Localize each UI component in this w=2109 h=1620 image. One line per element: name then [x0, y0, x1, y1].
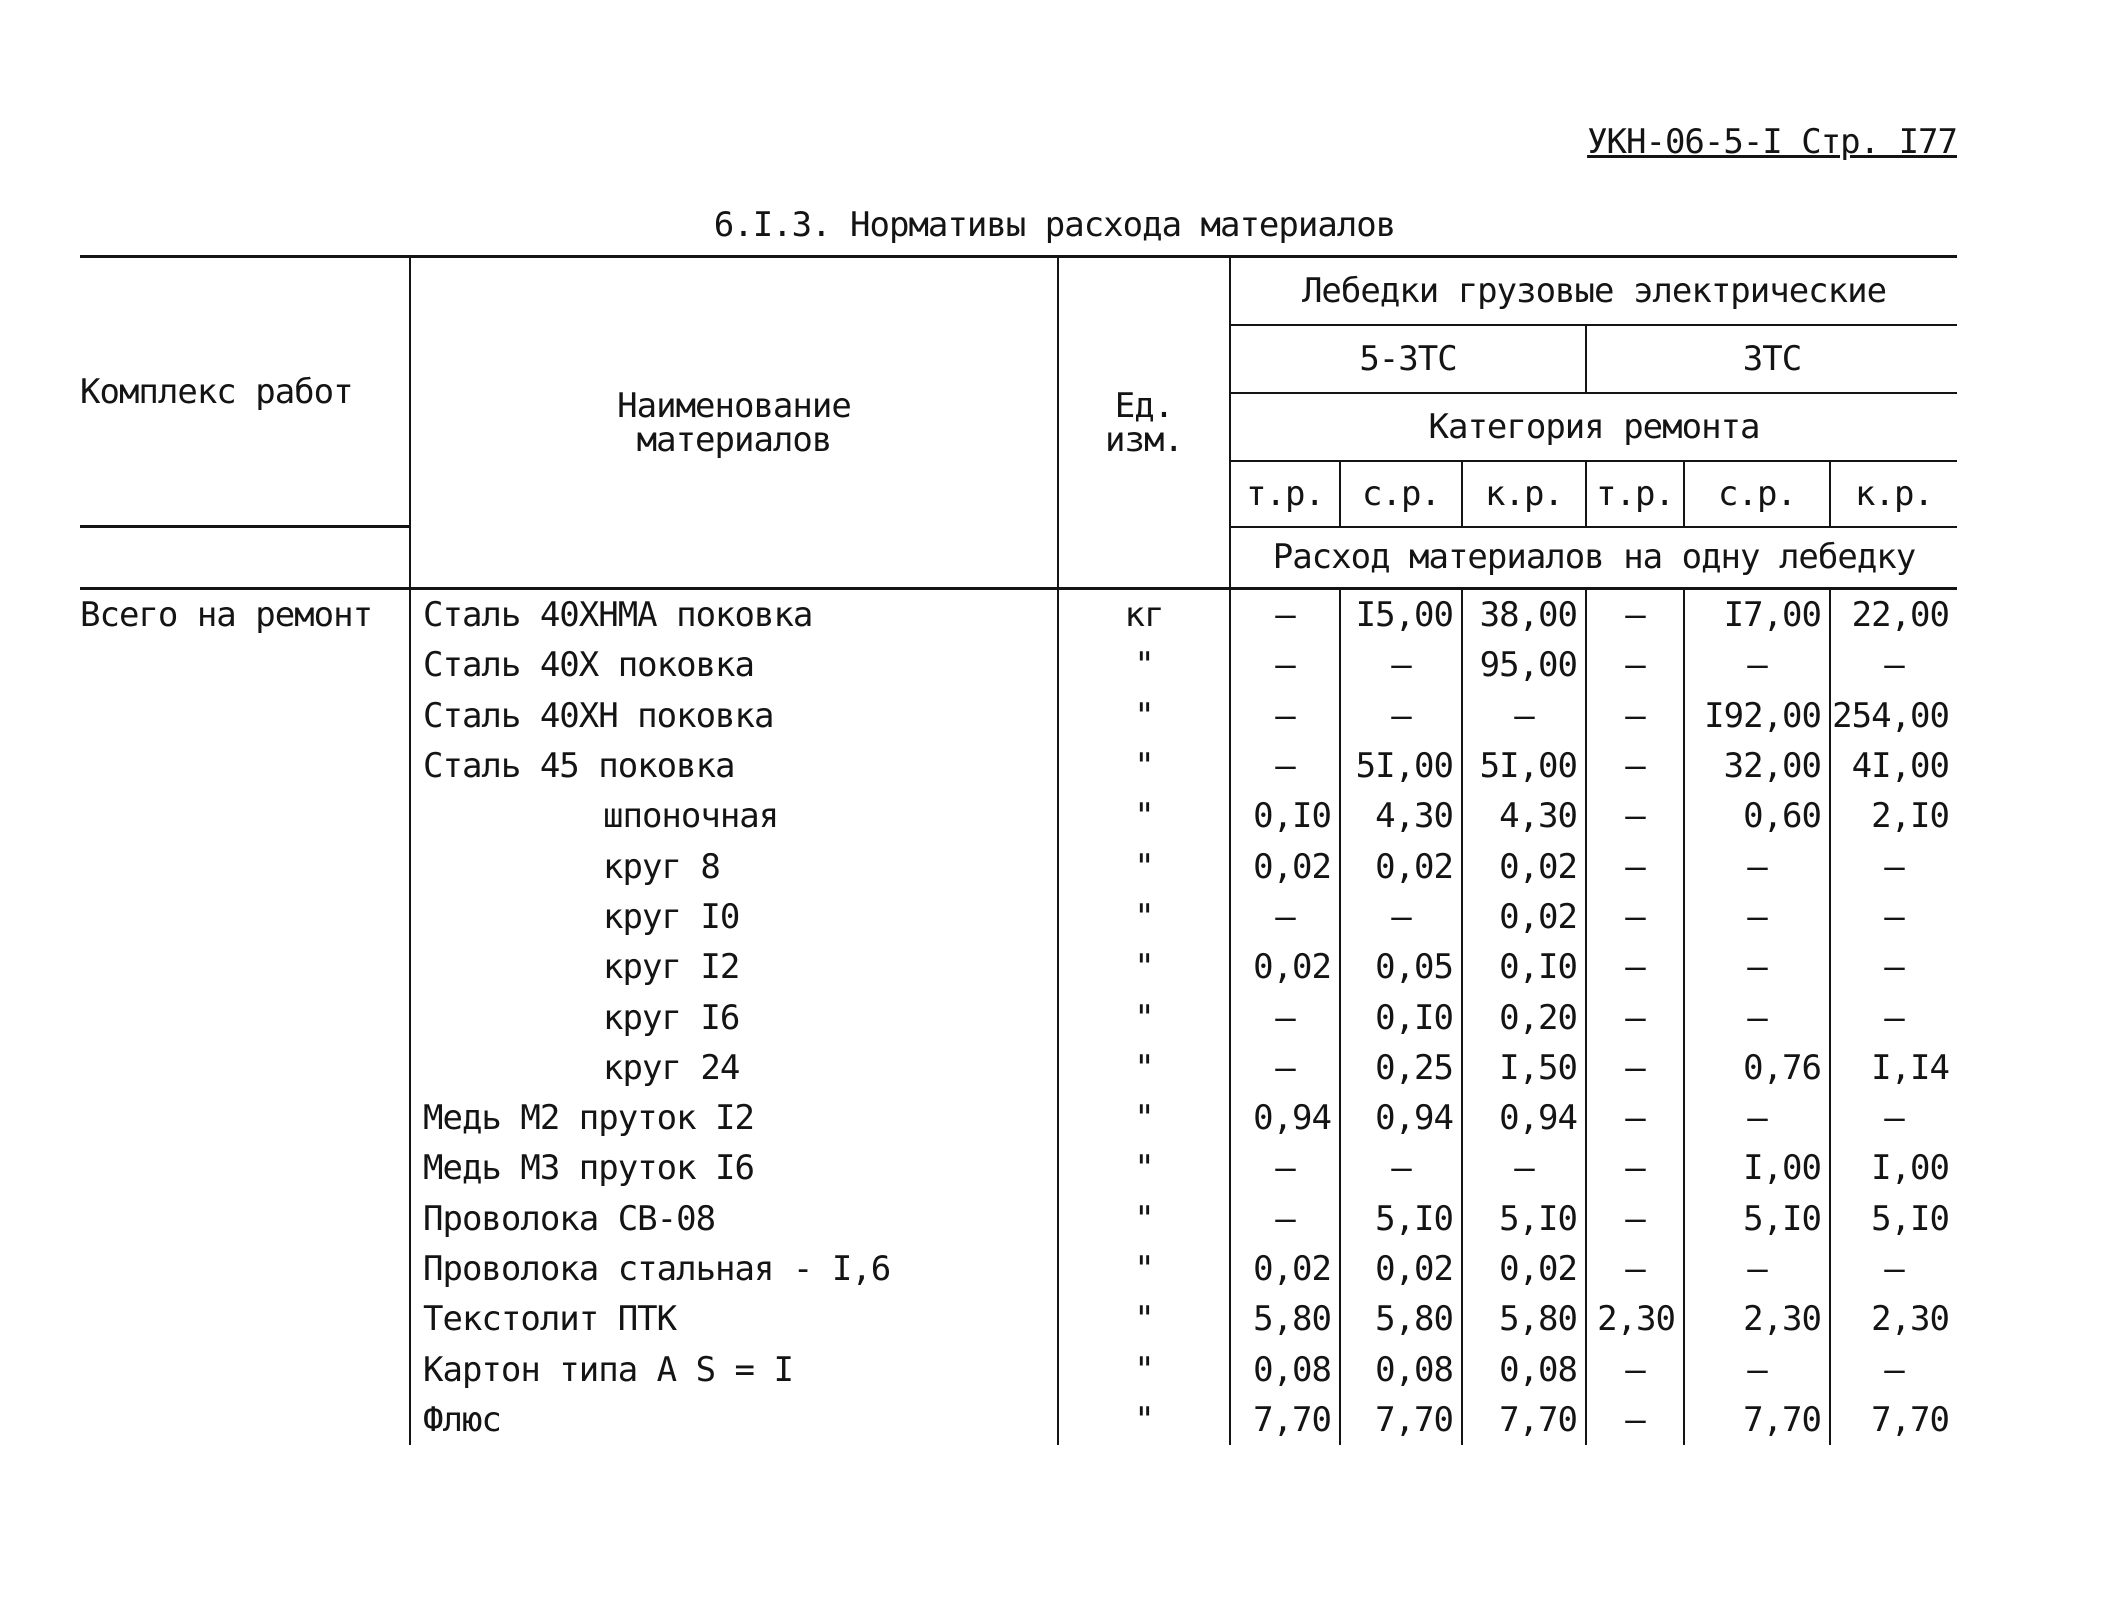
material-name-cell: Проволока стальная - I,6 [410, 1244, 1058, 1294]
unit-cell: " [1058, 1344, 1230, 1394]
column-header-unit-line1: Ед. [1114, 385, 1174, 426]
unit-cell: " [1058, 1043, 1230, 1093]
consumption-value-cell: 254,00 [1830, 691, 1957, 741]
consumption-value-cell: I5,00 [1340, 589, 1462, 641]
consumption-value-cell: – [1684, 942, 1830, 992]
consumption-value-cell: – [1586, 640, 1684, 690]
unit-cell: " [1058, 1244, 1230, 1294]
consumption-value-cell: 2,30 [1586, 1294, 1684, 1344]
consumption-value-cell: 0,94 [1462, 1093, 1586, 1143]
consumption-value-cell: – [1684, 841, 1830, 891]
work-complex-empty-cell [80, 942, 410, 992]
consumption-value-cell: – [1340, 892, 1462, 942]
consumption-value-cell: I92,00 [1684, 691, 1830, 741]
column-header-unit-line2: изм. [1105, 419, 1183, 460]
category-header: Категория ремонта [1230, 393, 1957, 461]
material-name-cell: Флюс [410, 1395, 1058, 1445]
consumption-value-cell: – [1830, 1244, 1957, 1294]
material-name-cell: круг 8 [410, 841, 1058, 891]
consumption-value-cell: – [1684, 992, 1830, 1042]
consumption-value-cell: 7,70 [1340, 1395, 1462, 1445]
consumption-value-cell: 0,02 [1462, 841, 1586, 891]
table-row [80, 1244, 1957, 1294]
consumption-value-cell: 0,02 [1462, 1244, 1586, 1294]
work-complex-empty-cell [80, 741, 410, 791]
consumption-value-cell: 5,I0 [1340, 1194, 1462, 1244]
consumption-value-cell: – [1684, 1093, 1830, 1143]
consumption-value-cell: – [1684, 640, 1830, 690]
table-row [80, 942, 1957, 992]
table-row [80, 992, 1957, 1042]
consumption-value-cell: 5,80 [1230, 1294, 1340, 1344]
consumption-value-cell: – [1830, 1344, 1957, 1394]
material-name-cell: круг I6 [410, 992, 1058, 1042]
consumption-value-cell: I,I4 [1830, 1043, 1957, 1093]
work-complex-empty-cell [80, 992, 410, 1042]
consumption-value-cell: 7,70 [1230, 1395, 1340, 1445]
consumption-value-cell: 4I,00 [1830, 741, 1957, 791]
table-row [80, 640, 1957, 690]
model-header-3ts: 3ТС [1586, 325, 1957, 393]
consumption-value-cell: – [1462, 691, 1586, 741]
unit-cell: " [1058, 1143, 1230, 1193]
consumption-header: Расход материалов на одну лебедку [1230, 527, 1957, 589]
consumption-value-cell: – [1230, 892, 1340, 942]
category-cell: т.р. [1230, 461, 1340, 527]
consumption-value-cell: 0,25 [1340, 1043, 1462, 1093]
work-complex-empty-cell [80, 1194, 410, 1244]
consumption-value-cell: 38,00 [1462, 589, 1586, 641]
unit-cell: " [1058, 942, 1230, 992]
consumption-value-cell: 0,02 [1340, 1244, 1462, 1294]
consumption-value-cell: – [1230, 992, 1340, 1042]
consumption-value-cell: – [1462, 1143, 1586, 1193]
work-complex-empty-cell [80, 691, 410, 741]
consumption-value-cell: 5,I0 [1684, 1194, 1830, 1244]
work-complex-empty-cell [80, 1043, 410, 1093]
material-name-cell: шпоночная [410, 791, 1058, 841]
consumption-value-cell: I,50 [1462, 1043, 1586, 1093]
work-complex-empty-cell [80, 1093, 410, 1143]
consumption-value-cell: 0,08 [1230, 1344, 1340, 1394]
material-name-cell: Сталь 40Х поковка [410, 640, 1058, 690]
consumption-value-cell: 0,02 [1230, 942, 1340, 992]
consumption-value-cell: 0,I0 [1340, 992, 1462, 1042]
consumption-value-cell: 22,00 [1830, 589, 1957, 641]
consumption-value-cell: 5I,00 [1462, 741, 1586, 791]
column-header-material [410, 257, 1058, 589]
consumption-value-cell: 0,76 [1684, 1043, 1830, 1093]
consumption-value-cell: 0,02 [1230, 1244, 1340, 1294]
unit-cell: " [1058, 892, 1230, 942]
consumption-value-cell: – [1586, 1093, 1684, 1143]
consumption-value-cell: 2,30 [1684, 1294, 1830, 1344]
consumption-value-cell: – [1830, 1093, 1957, 1143]
table-row [80, 1043, 1957, 1093]
material-name-cell: круг 24 [410, 1043, 1058, 1093]
model-header-5-3ts: 5-3ТС [1230, 325, 1586, 393]
consumption-value-cell: 0,94 [1340, 1093, 1462, 1143]
consumption-value-cell: 7,70 [1830, 1395, 1957, 1445]
unit-cell: кг [1058, 589, 1230, 641]
category-cell: к.р. [1462, 461, 1586, 527]
table-row [80, 1344, 1957, 1394]
materials-norms-table [80, 255, 1957, 1445]
consumption-value-cell: – [1586, 589, 1684, 641]
consumption-value-cell: – [1586, 1143, 1684, 1193]
material-name-cell: Сталь 45 поковка [410, 741, 1058, 791]
consumption-value-cell: – [1340, 1143, 1462, 1193]
unit-cell: " [1058, 992, 1230, 1042]
work-complex-empty-cell [80, 1294, 410, 1344]
consumption-value-cell: – [1586, 1194, 1684, 1244]
table-row [80, 791, 1957, 841]
consumption-value-cell: – [1230, 1143, 1340, 1193]
consumption-value-cell: – [1586, 1344, 1684, 1394]
table-row [80, 892, 1957, 942]
consumption-value-cell: – [1586, 1043, 1684, 1093]
work-complex-empty-cell [80, 841, 410, 891]
table-row [80, 1143, 1957, 1193]
consumption-value-cell: – [1230, 691, 1340, 741]
consumption-value-cell: 0,02 [1230, 841, 1340, 891]
material-name-cell: Сталь 40ХНМА поковка [410, 589, 1058, 641]
consumption-value-cell: 0,05 [1340, 942, 1462, 992]
unit-cell: " [1058, 791, 1230, 841]
category-cell: к.р. [1830, 461, 1957, 527]
category-cell: т.р. [1586, 461, 1684, 527]
consumption-value-cell: – [1230, 589, 1340, 641]
consumption-value-cell: – [1586, 741, 1684, 791]
consumption-value-cell: – [1830, 892, 1957, 942]
consumption-value-cell: 5,I0 [1830, 1194, 1957, 1244]
consumption-value-cell: 5I,00 [1340, 741, 1462, 791]
consumption-value-cell: – [1586, 892, 1684, 942]
consumption-value-cell: – [1830, 992, 1957, 1042]
consumption-value-cell: – [1586, 1244, 1684, 1294]
unit-cell: " [1058, 640, 1230, 690]
consumption-value-cell: 0,I0 [1230, 791, 1340, 841]
consumption-value-cell: – [1586, 992, 1684, 1042]
consumption-value-cell: 0,02 [1462, 892, 1586, 942]
table-body [80, 589, 1957, 1446]
unit-cell: " [1058, 741, 1230, 791]
unit-cell: " [1058, 1194, 1230, 1244]
work-complex-cell: Всего на ремонт [80, 595, 373, 636]
work-complex-empty-cell [80, 892, 410, 942]
consumption-value-cell: I7,00 [1684, 589, 1830, 641]
consumption-value-cell: – [1684, 1244, 1830, 1294]
document-reference: УКН-06-5-I Стр. I77 [1587, 122, 1957, 162]
consumption-value-cell: 4,30 [1340, 791, 1462, 841]
consumption-value-cell: – [1340, 640, 1462, 690]
consumption-value-cell: 0,94 [1230, 1093, 1340, 1143]
material-name-cell: Медь М2 пруток I2 [410, 1093, 1058, 1143]
category-cell: с.р. [1684, 461, 1830, 527]
table-row [80, 1194, 1957, 1244]
consumption-value-cell: 7,70 [1684, 1395, 1830, 1445]
work-complex-empty-cell [80, 1244, 410, 1294]
consumption-value-cell: I,00 [1830, 1143, 1957, 1193]
column-header-material-line1: Наименование [617, 385, 851, 426]
consumption-value-cell: 5,80 [1462, 1294, 1586, 1344]
unit-cell: " [1058, 1093, 1230, 1143]
consumption-value-cell: – [1830, 640, 1957, 690]
consumption-value-cell: 0,08 [1340, 1344, 1462, 1394]
consumption-value-cell: 0,20 [1462, 992, 1586, 1042]
consumption-value-cell: – [1340, 691, 1462, 741]
table-header [80, 257, 1957, 589]
consumption-value-cell: – [1230, 1043, 1340, 1093]
work-complex-empty-cell [80, 1143, 410, 1193]
consumption-value-cell: 2,30 [1830, 1294, 1957, 1344]
category-cell: с.р. [1340, 461, 1462, 527]
material-name-cell: Сталь 40ХН поковка [410, 691, 1058, 741]
material-name-cell: Текстолит ПТК [410, 1294, 1058, 1344]
unit-cell: " [1058, 1395, 1230, 1445]
work-complex-empty-cell [80, 791, 410, 841]
table-row [80, 691, 1957, 741]
consumption-value-cell: 5,80 [1340, 1294, 1462, 1344]
header-spacer [80, 527, 410, 589]
consumption-value-cell: 5,I0 [1462, 1194, 1586, 1244]
unit-cell: " [1058, 1294, 1230, 1344]
consumption-value-cell: – [1830, 841, 1957, 891]
consumption-value-cell: – [1586, 691, 1684, 741]
consumption-value-cell: 32,00 [1684, 741, 1830, 791]
consumption-value-cell: – [1586, 942, 1684, 992]
material-name-cell: Картон типа А S = I [410, 1344, 1058, 1394]
table-row [80, 841, 1957, 891]
unit-cell: " [1058, 691, 1230, 741]
column-header-material-line2: материалов [636, 419, 832, 460]
consumption-value-cell: 7,70 [1462, 1395, 1586, 1445]
work-complex-empty-cell [80, 1344, 410, 1394]
consumption-value-cell: I,00 [1684, 1143, 1830, 1193]
material-name-cell: Медь М3 пруток I6 [410, 1143, 1058, 1193]
consumption-value-cell: – [1230, 1194, 1340, 1244]
consumption-value-cell: 0,02 [1340, 841, 1462, 891]
material-name-cell: круг I2 [410, 942, 1058, 992]
consumption-value-cell: – [1230, 640, 1340, 690]
consumption-value-cell: – [1586, 1395, 1684, 1445]
table-row [80, 1395, 1957, 1445]
material-name-cell: круг I0 [410, 892, 1058, 942]
consumption-value-cell: 95,00 [1462, 640, 1586, 690]
table-row [80, 589, 1957, 641]
column-header-unit [1058, 257, 1230, 589]
table-title: 6.I.3. Нормативы расхода материалов [713, 205, 1396, 245]
column-header-work-label: Комплекс работ [80, 371, 353, 412]
consumption-value-cell: – [1586, 791, 1684, 841]
consumption-value-cell: 4,30 [1462, 791, 1586, 841]
unit-cell: " [1058, 841, 1230, 891]
consumption-value-cell: 2,I0 [1830, 791, 1957, 841]
group-header: Лебедки грузовые электрические [1230, 257, 1957, 325]
table-row [80, 741, 1957, 791]
consumption-value-cell: – [1830, 942, 1957, 992]
consumption-value-cell: – [1586, 841, 1684, 891]
material-name-cell: Проволока СВ-08 [410, 1194, 1058, 1244]
table-row [80, 1093, 1957, 1143]
consumption-value-cell: – [1684, 892, 1830, 942]
consumption-value-cell: 0,60 [1684, 791, 1830, 841]
work-complex-empty-cell [80, 1395, 410, 1445]
column-header-work [80, 257, 410, 527]
consumption-value-cell: – [1230, 741, 1340, 791]
consumption-value-cell: 0,08 [1462, 1344, 1586, 1394]
consumption-value-cell: – [1684, 1344, 1830, 1394]
consumption-value-cell: 0,I0 [1462, 942, 1586, 992]
work-complex-empty-cell [80, 640, 410, 690]
table-row [80, 1294, 1957, 1344]
